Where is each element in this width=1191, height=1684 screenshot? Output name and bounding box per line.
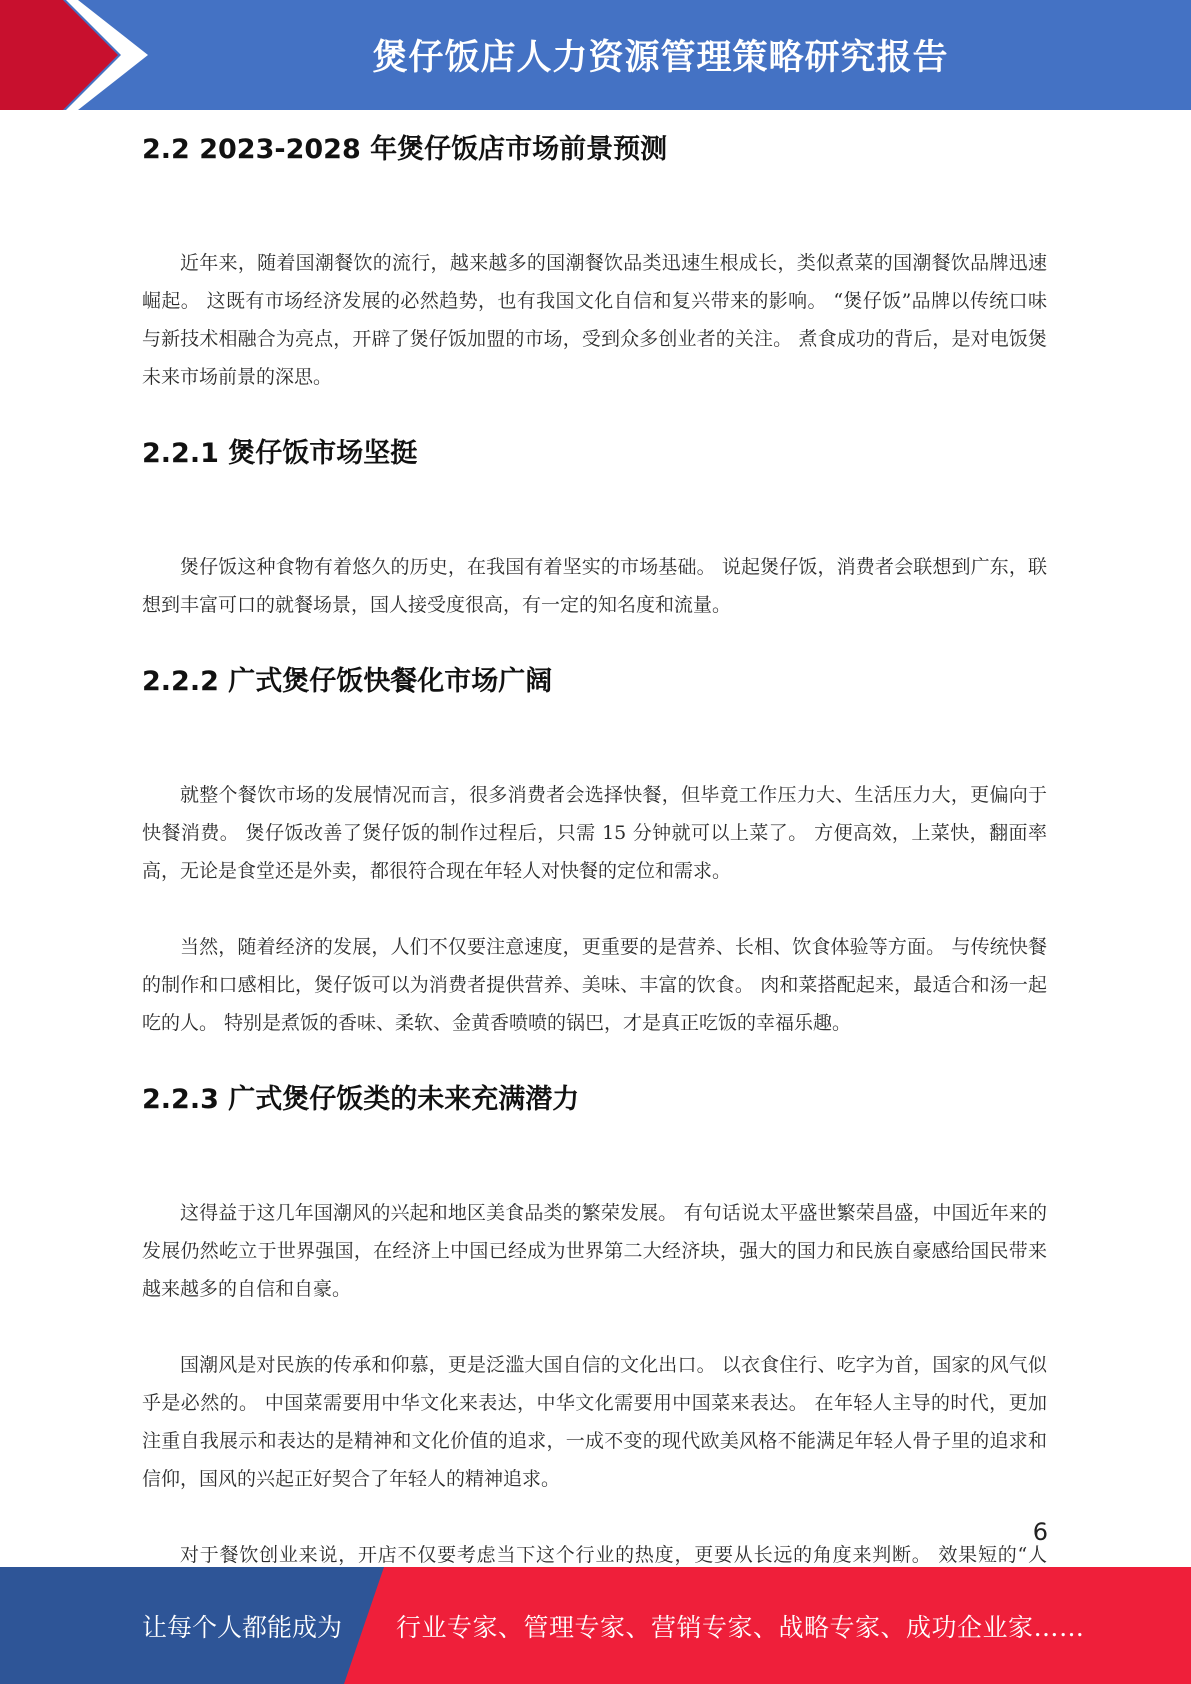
section-heading: 2.2 2023-2028 年煲仔饭店市场前景预测 [142, 134, 668, 165]
report-title: 煲仔饭店人力资源管理策略研究报告 [372, 38, 949, 78]
header-band [0, 0, 1191, 110]
paragraph: 这得益于这几年国潮风的兴起和地区美食品类的繁荣发展。 有句话说太平盛世繁荣昌盛，中国近年来的发展仍然屹立于世界强国，在经济上中国已经成为世界第二大经济块，强大的国力和民族自豪感给国民带来越来越多的自信和自豪。 [142, 1202, 1047, 1300]
footer-slogan-right: 行业专家、管理专家、营销专家、战略专家、成功企业家…… [396, 1612, 1085, 1642]
paragraph: 对于餐饮创业来说，开店不仅要考虑当下这个行业的热度，更要从长远的角度来判断。 效果短的“人 [180, 1544, 1047, 1566]
section-heading: 2.2.1 煲仔饭市场坚挺 [142, 438, 418, 469]
section-heading: 2.2.3 广式煲仔饭类的未来充满潜力 [142, 1084, 580, 1115]
paragraph: 就整个餐饮市场的发展情况而言，很多消费者会选择快餐，但毕竟工作压力大、生活压力大，更偏向于快餐消费。 煲仔饭改善了煲仔饭的制作过程后，只需 15 分钟就可以上菜了。 方便高效，上菜快，翻面率高，无论是食堂还是外卖，都很符合现在年轻人对快餐的定位和需求。 [142, 784, 1047, 882]
footer-band [0, 1567, 1191, 1684]
section-heading: 2.2.2 广式煲仔饭快餐化市场广阔 [142, 666, 553, 697]
paragraph: 煲仔饭这种食物有着悠久的历史，在我国有着坚实的市场基础。 说起煲仔饭，消费者会联想到广东，联想到丰富可口的就餐场景，国人接受度很高，有一定的知名度和流量。 [142, 556, 1047, 616]
page-number: 6 [1032, 1518, 1048, 1546]
footer-slogan-left: 让每个人都能成为 [142, 1612, 343, 1642]
paragraph: 近年来，随着国潮餐饮的流行，越来越多的国潮餐饮品类迅速生根成长，类似煮菜的国潮餐饮品牌迅速崛起。 这既有市场经济发展的必然趋势，也有我国文化自信和复兴带来的影响。 “煲仔饭”品牌以传统口味与新技术相融合为亮点，开辟了煲仔饭加盟的市场，受到众多创业者的关注。 煮食成功的背后，是对电饭煲未来市场前景的深思。 [142, 252, 1047, 388]
paragraph: 当然，随着经济的发展，人们不仅要注意速度，更重要的是营养、长相、饮食体验等方面。 与传统快餐的制作和口感相比，煲仔饭可以为消费者提供营养、美味、丰富的饮食。 肉和菜搭配起来，最适合和汤一起吃的人。 特别是煮饭的香味、柔软、金黄香喷喷的锅巴，才是真正吃饭的幸福乐趣。 [142, 936, 1047, 1034]
page-content [142, 120, 1047, 1612]
header-arrow-decoration [0, 0, 160, 110]
paragraph: 国潮风是对民族的传承和仰慕，更是泛滥大国自信的文化出口。 以衣食住行、吃字为首，国家的风气似乎是必然的。 中国菜需要用中华文化来表达，中华文化需要用中国菜来表达。 在年轻人主导的时代，更加注重自我展示和表达的是精神和文化价值的追求，一成不变的现代欧美风格不能满足年轻人骨子里的追求和信仰，国风的兴起正好契合了年轻人的精神追求。 [142, 1354, 1047, 1490]
